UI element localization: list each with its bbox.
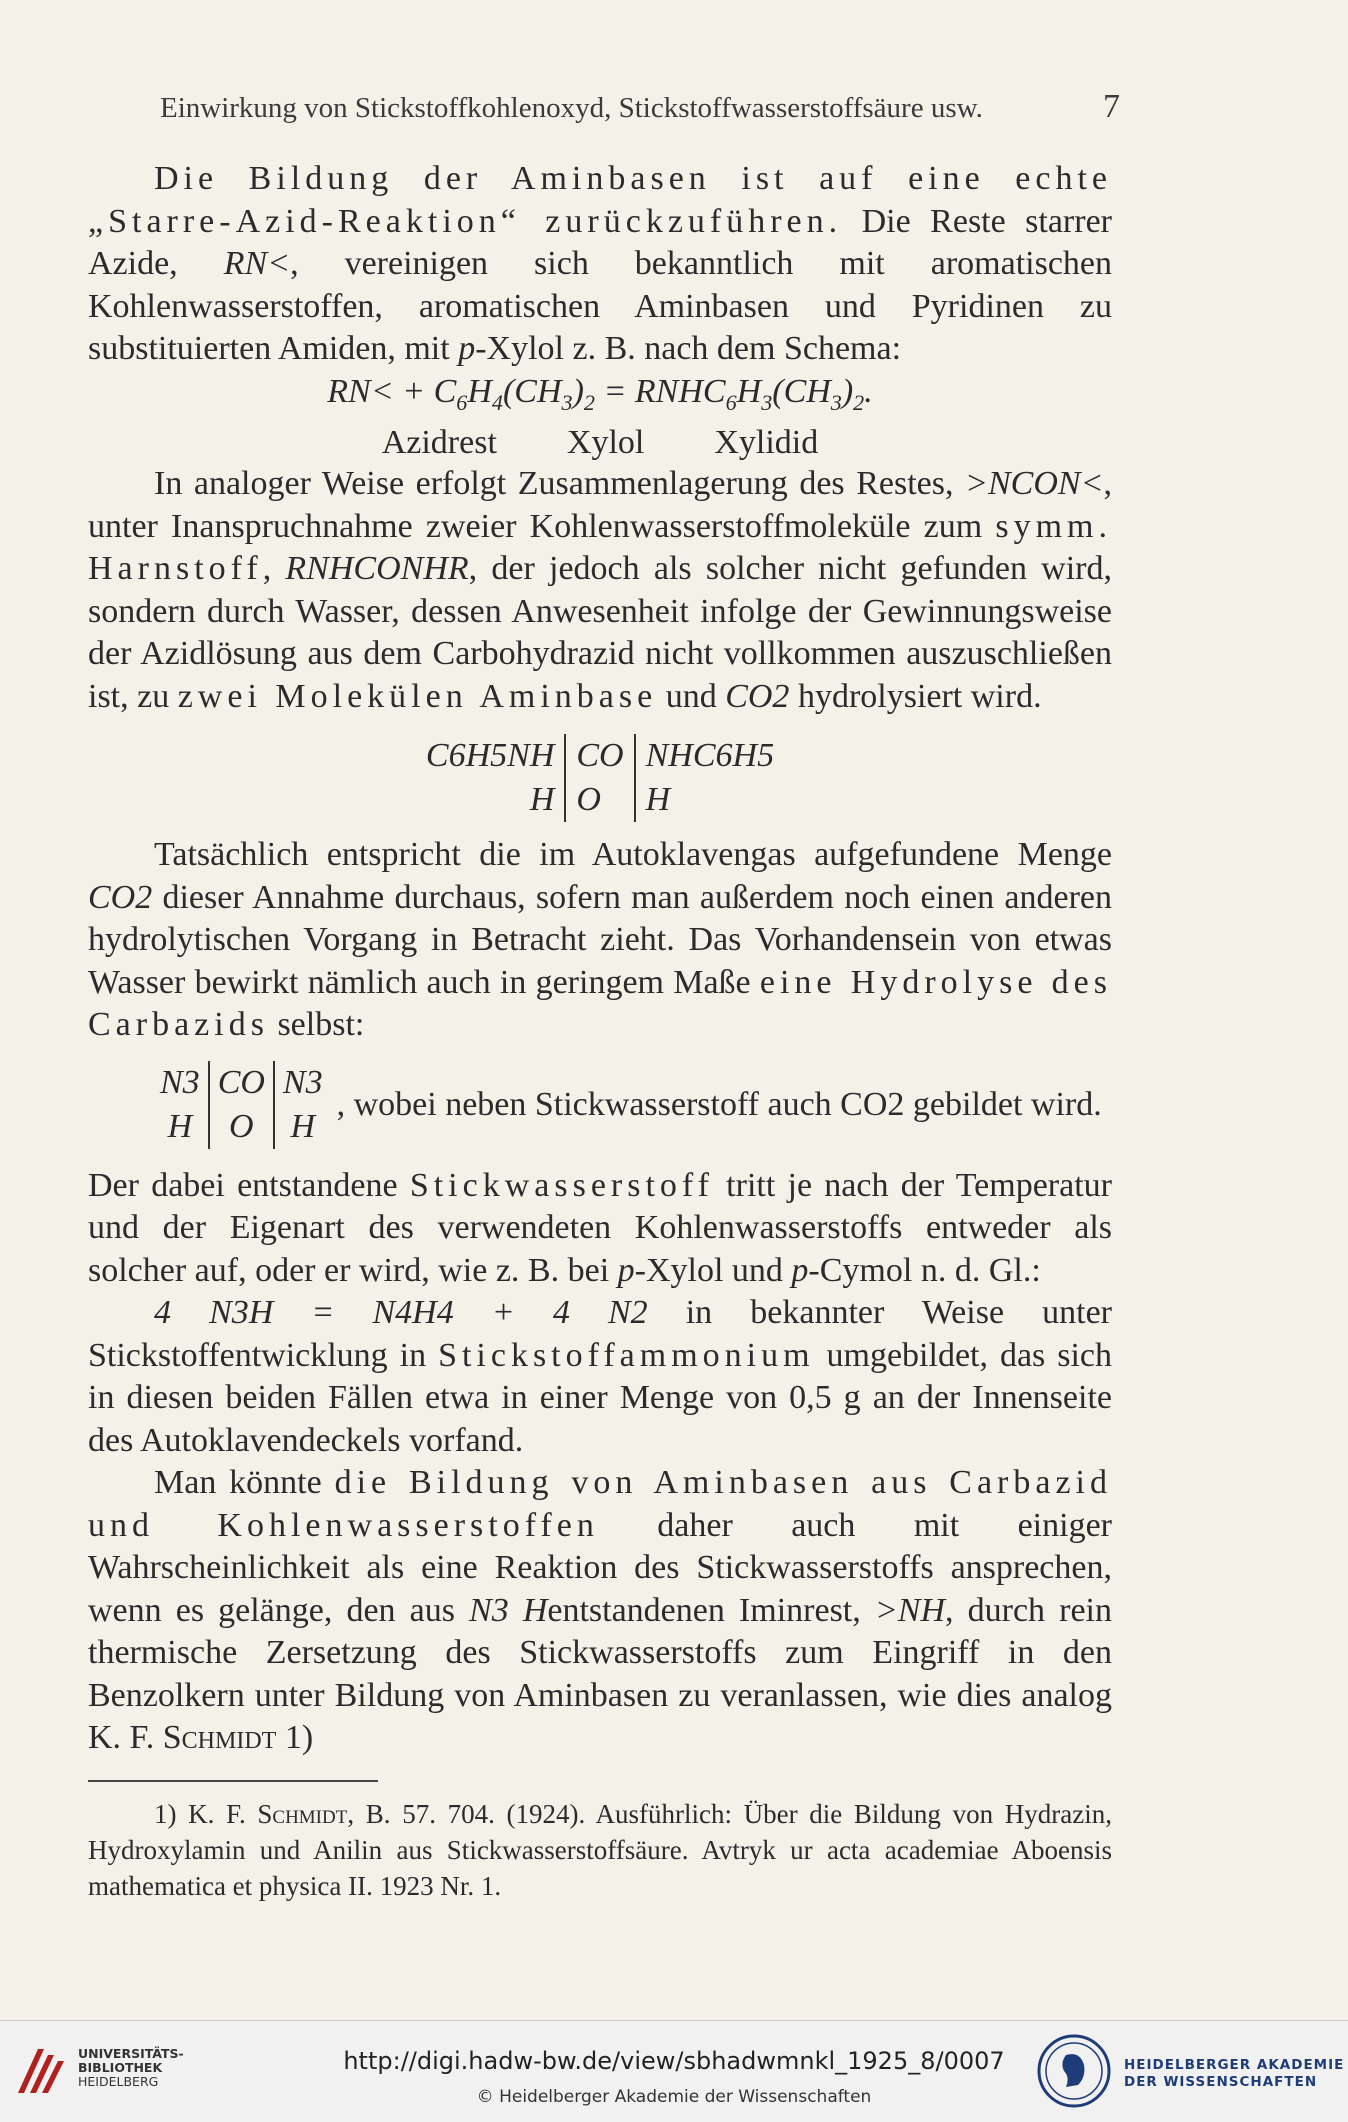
scheme-labels [88, 423, 1112, 463]
viewer-footer [0, 2020, 1348, 2122]
paragraph-2: In analoger Weise erfolgt Zusammenlagerung des Restes, >NCON<, unter Inanspruchnahme zweier Kohlenwasserstoffmoleküle zum symm. Harnstoff, RNHCONHR, der jedoch als solcher nicht gefunden wird, sondern durch Wasser, dessen Anwesenheit infolge der Gewinnungsweise der Azidlösung aus dem Carbohydrazid nicht vollkommen auszuschließen ist, zu zwei Molekülen Aminbase und CO2 hydrolysiert wird. [88, 465, 1113, 715]
hydrolysis-grid: C6H5NH H CO O NHC6H5 H [88, 734, 1112, 822]
xylol-scheme-formula: $RN< + C_6H_4(CH_3)_2$ = $RNHC_6H_3(CH_3)_2$. [327, 372, 873, 415]
paragraph-4: Der dabei entstandene Stickwasserstoff tritt je nach der Temperatur und der Eigenart des verwendeten Kohlenwasserstoffs entweder als solcher auf, oder er wird, wie z. B. bei p-Xylol und p-Cymol n. d. Gl.: [88, 1166, 1112, 1289]
running-title: Einwirkung von Stickstoffkohlenoxyd, Stickstoffwasserstoffsäure usw. [160, 92, 983, 124]
paragraph-3: Tatsächlich entspricht die im Autoklavengas aufgefundene Menge CO2 dieser Annahme durchaus, sofern man außerdem noch einen anderen hydrolytischen Vorgang in Betracht zieht. Das Vorhandensein von etwas Wasser bewirkt nämlich auch in geringem Maße eine Hydrolyse des Carbazids selbst: [88, 836, 1112, 1044]
academy-label: HEIDELBERGER AKADEMIE DER WISSENSCHAFTEN [1124, 2057, 1345, 2090]
permalink-url[interactable]: http://digi.hadw-bw.de/view/sbhadwmnkl_1925_8/0007 [343, 2047, 1005, 2075]
footnote: 1) K. F. Schmidt, B. 57. 704. (1924). Ausführlich: Über die Bildung von Hydrazin, Hydroxylamin und Anilin aus Stickwasserstoffsäure. Avtryk ur acta academiae Aboensis mathematica et physica II. 1923 Nr. 1. [88, 1798, 1112, 1901]
label-azidrest: Azidrest [381, 424, 497, 462]
paragraph-1: Die Bildung der Aminbasen ist auf eine echte „Starre-Azid-Reaktion“ zurückzuführen. Die Reste starrer Azide, RN<, vereinigen sich bekanntlich mit aromatischen Kohlenwasserstoffen, aromatischen Aminbasen und Pyridinen zu substituierten Amiden, mit p-Xylol z. B. nach dem Schema: [88, 160, 1113, 367]
label-xylol: Xylol [566, 424, 645, 462]
body-text [88, 158, 1112, 1904]
footnote-rule [88, 1780, 378, 1782]
carbazid-grid: N3 H CO O N3 H , wobei neben Stickwasserstoff auch CO2 gebildet wird. [152, 1061, 1112, 1149]
running-header [160, 88, 1120, 125]
paragraph-5: 4 N3H = N4H4 + 4 N2 in bekannter Weise unter Stickstoffentwicklung in Stickstoffammonium umgebildet, das sich in diesen beiden Fällen etwa in einer Menge von 0,5 g an der Innenseite des Autoklavendeckels vorfand. [88, 1294, 1113, 1459]
label-xylidid: Xylidid [714, 424, 819, 462]
paragraph-6: Man könnte die Bildung von Aminbasen aus Carbazid und Kohlenwasserstoffen daher auch mit einiger Wahrscheinlichkeit als eine Reaktion des Stickwasserstoffs ansprechen, wenn es gelänge, den aus N3 Hentstandenen Iminrest, >NH, durch rein thermische Zersetzung des Stickwasserstoffs zum Eingriff in den Benzolkern unter Bildung von Aminbasen zu veranlassen, wie dies analog K. F. Schmidt 1) [88, 1464, 1112, 1757]
copyright: © Heidelberger Akademie der Wissenschaften [476, 2087, 872, 2107]
carbazid-text: , wobei neben Stickwasserstoff auch CO2 gebildet wird. [336, 1085, 1102, 1123]
academy-seal-icon[interactable] [1036, 2033, 1112, 2109]
library-label: UNIVERSITÄTS- BIBLIOTHEK HEIDELBERG [78, 2046, 184, 2089]
page-number: 7 [1103, 88, 1120, 125]
